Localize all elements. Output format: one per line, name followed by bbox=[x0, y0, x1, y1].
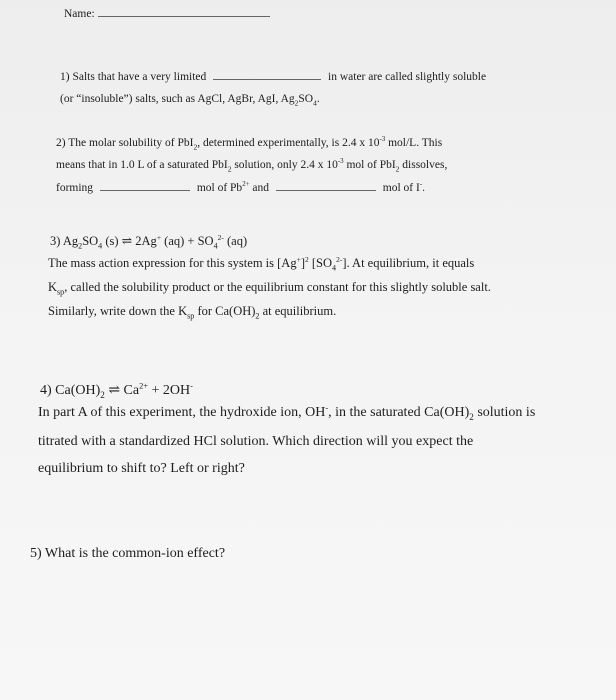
q4-line-1: In part A of this experiment, the hydroxide ion, OH-, in the saturated $Ca(OH)_2$ solution is bbox=[38, 403, 536, 422]
name-blank[interactable] bbox=[98, 16, 270, 17]
q2-line-3: forming mol of $Pb^{2+}$ and mol of I-. bbox=[56, 181, 425, 194]
q1-line-2: (or “insoluble”) salts, such as AgCl, AgBr, AgI, $Ag_2SO_4$. bbox=[60, 93, 320, 108]
q1-line-1: 1) Salts that have a very limited in water are called slightly soluble bbox=[60, 71, 487, 83]
q2-i-blank[interactable] bbox=[276, 190, 376, 191]
q4-line-3: equilibrium to shift to? Left or right? bbox=[38, 461, 245, 476]
q4-line-2: titrated with a standardized HCl solution. Which direction will you expect the bbox=[38, 434, 474, 449]
q3-line-1: The mass action expression for this system is $[Ag^+]^2$ $[SO_4^{2-}]$. At equilibrium, it equals bbox=[48, 254, 475, 273]
q3-equation: 3) $Ag_2SO_4$ (s) ⇌ 2Ag+ $(aq) + SO_4^{2-}$ (aq) bbox=[50, 232, 248, 251]
q4-equation: 4) $Ca(OH)_2$ ⇌ $Ca^{2+} + 2OH^-$ bbox=[40, 381, 193, 400]
q2-line-2: means that in 1.0 L of a saturated PbI$_2$ solution, only 2.4 x $10^{-3}$ mol of PbI$_2$ dissolves, bbox=[56, 158, 448, 174]
q1-answer-blank[interactable] bbox=[213, 79, 321, 80]
name-label: Name: bbox=[64, 8, 95, 20]
q3-line-2: $K_{sp}$, called the solubility product or the equilibrium constant for this slightly soluble salt. bbox=[48, 280, 491, 297]
q2-line-1: 2) The molar solubility of PbI$_2$, determined experimentally, is 2.4 x $10^{-3}$ mol/L. This bbox=[56, 136, 443, 152]
name-line bbox=[64, 8, 270, 20]
q5-line: 5) What is the common-ion effect? bbox=[30, 546, 226, 561]
q2-pb-blank[interactable] bbox=[100, 190, 190, 191]
q3-line-3: Similarly, write down the $K_{sp}$ for $Ca(OH)_2$ at equilibrium. bbox=[48, 304, 337, 321]
